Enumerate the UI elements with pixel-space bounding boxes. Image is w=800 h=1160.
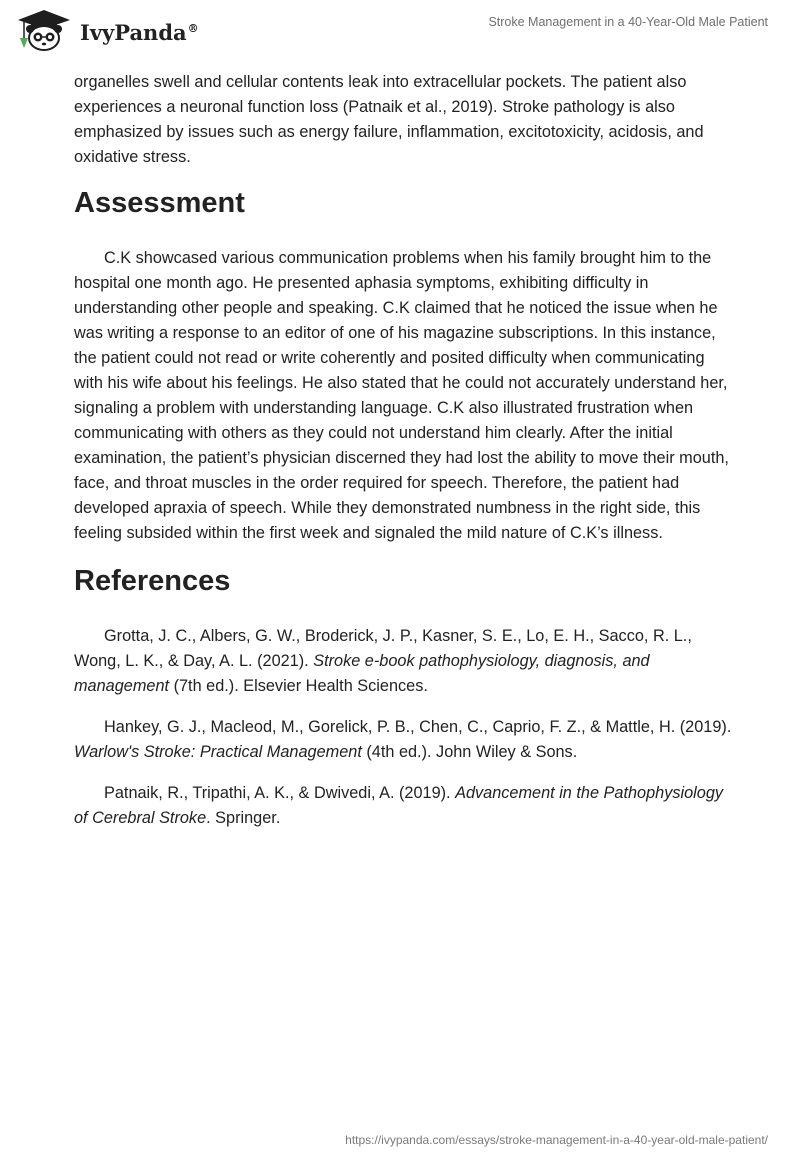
assessment-heading: Assessment	[74, 187, 245, 219]
registered-mark: ®	[187, 21, 199, 35]
assessment-paragraph: C.K showcased various communication problems when his family brought him to the hospital one month ago. He presented aphasia symptoms, exhibiting difficulty in understanding other people and speaking. C.K claimed that he noticed the issue when he was writing a response to an editor of one of his magazine subscriptions. In this instance, the patient could not read or write coherently and posited difficulty when communicating with his wife about his feelings. He also stated that he could not accurately understand her, signaling a problem with understanding language. C.K also illustrated frustration when communicating with others as they could not understand him clearly. After the initial examination, the patient’s physician discerned they had lost the ability to move their mouth, face, and throat muscles in the order required for speech. Therefore, the patient had developed apraxia of speech. While they demonstrated numbness in the right side, this feeling subsided within the first week and signaled the mild nature of C.K’s illness.	[74, 249, 729, 542]
references-heading: References	[74, 565, 231, 597]
running-title: Stroke Management in a 40-Year-Old Male Patient	[488, 15, 768, 29]
intro-paragraph: organelles swell and cellular contents leak into extracellular pockets. The patient also experiences a neuronal function loss (Patnaik et al., 2019). Stroke pathology is also emphasized by issues such as energy failure, inflammation, excitotoxicity, acidosis, and oxidative stress.	[74, 73, 704, 166]
logo-wordmark: IvyPanda®	[80, 19, 199, 45]
ivypanda-logo[interactable]	[14, 8, 199, 52]
reference-item: Hankey, G. J., Macleod, M., Gorelick, P. B., Chen, C., Caprio, F. Z., & Mattle, H. (2019). Warlow's Stroke: Practical Management (4th ed.). John Wiley & Sons.	[74, 718, 732, 761]
panda-graduate-logo-icon	[14, 8, 74, 52]
reference-item: Grotta, J. C., Albers, G. W., Broderick, J. P., Kasner, S. E., Lo, E. H., Sacco, R. L., Wong, L. K., & Day, A. L. (2021). Stroke e-book pathophysiology, diagnosis, and management (7th ed.). Elsevier Health Sciences.	[74, 627, 692, 695]
reference-item: Patnaik, R., Tripathi, A. K., & Dwivedi, A. (2019). Advancement in the Pathophysiology of Cerebral Stroke. Springer.	[74, 784, 724, 827]
page-header	[0, 0, 800, 62]
reference-title: Stroke e-book pathophysiology, diagnosis, and management	[74, 652, 650, 695]
essay-body	[74, 70, 734, 847]
reference-title: Warlow's Stroke: Practical Management	[74, 743, 362, 761]
reference-title: Advancement in the Pathophysiology of Cerebral Stroke	[74, 784, 724, 827]
source-url[interactable]: https://ivypanda.com/essays/stroke-management-in-a-40-year-old-male-patient/	[345, 1133, 768, 1147]
